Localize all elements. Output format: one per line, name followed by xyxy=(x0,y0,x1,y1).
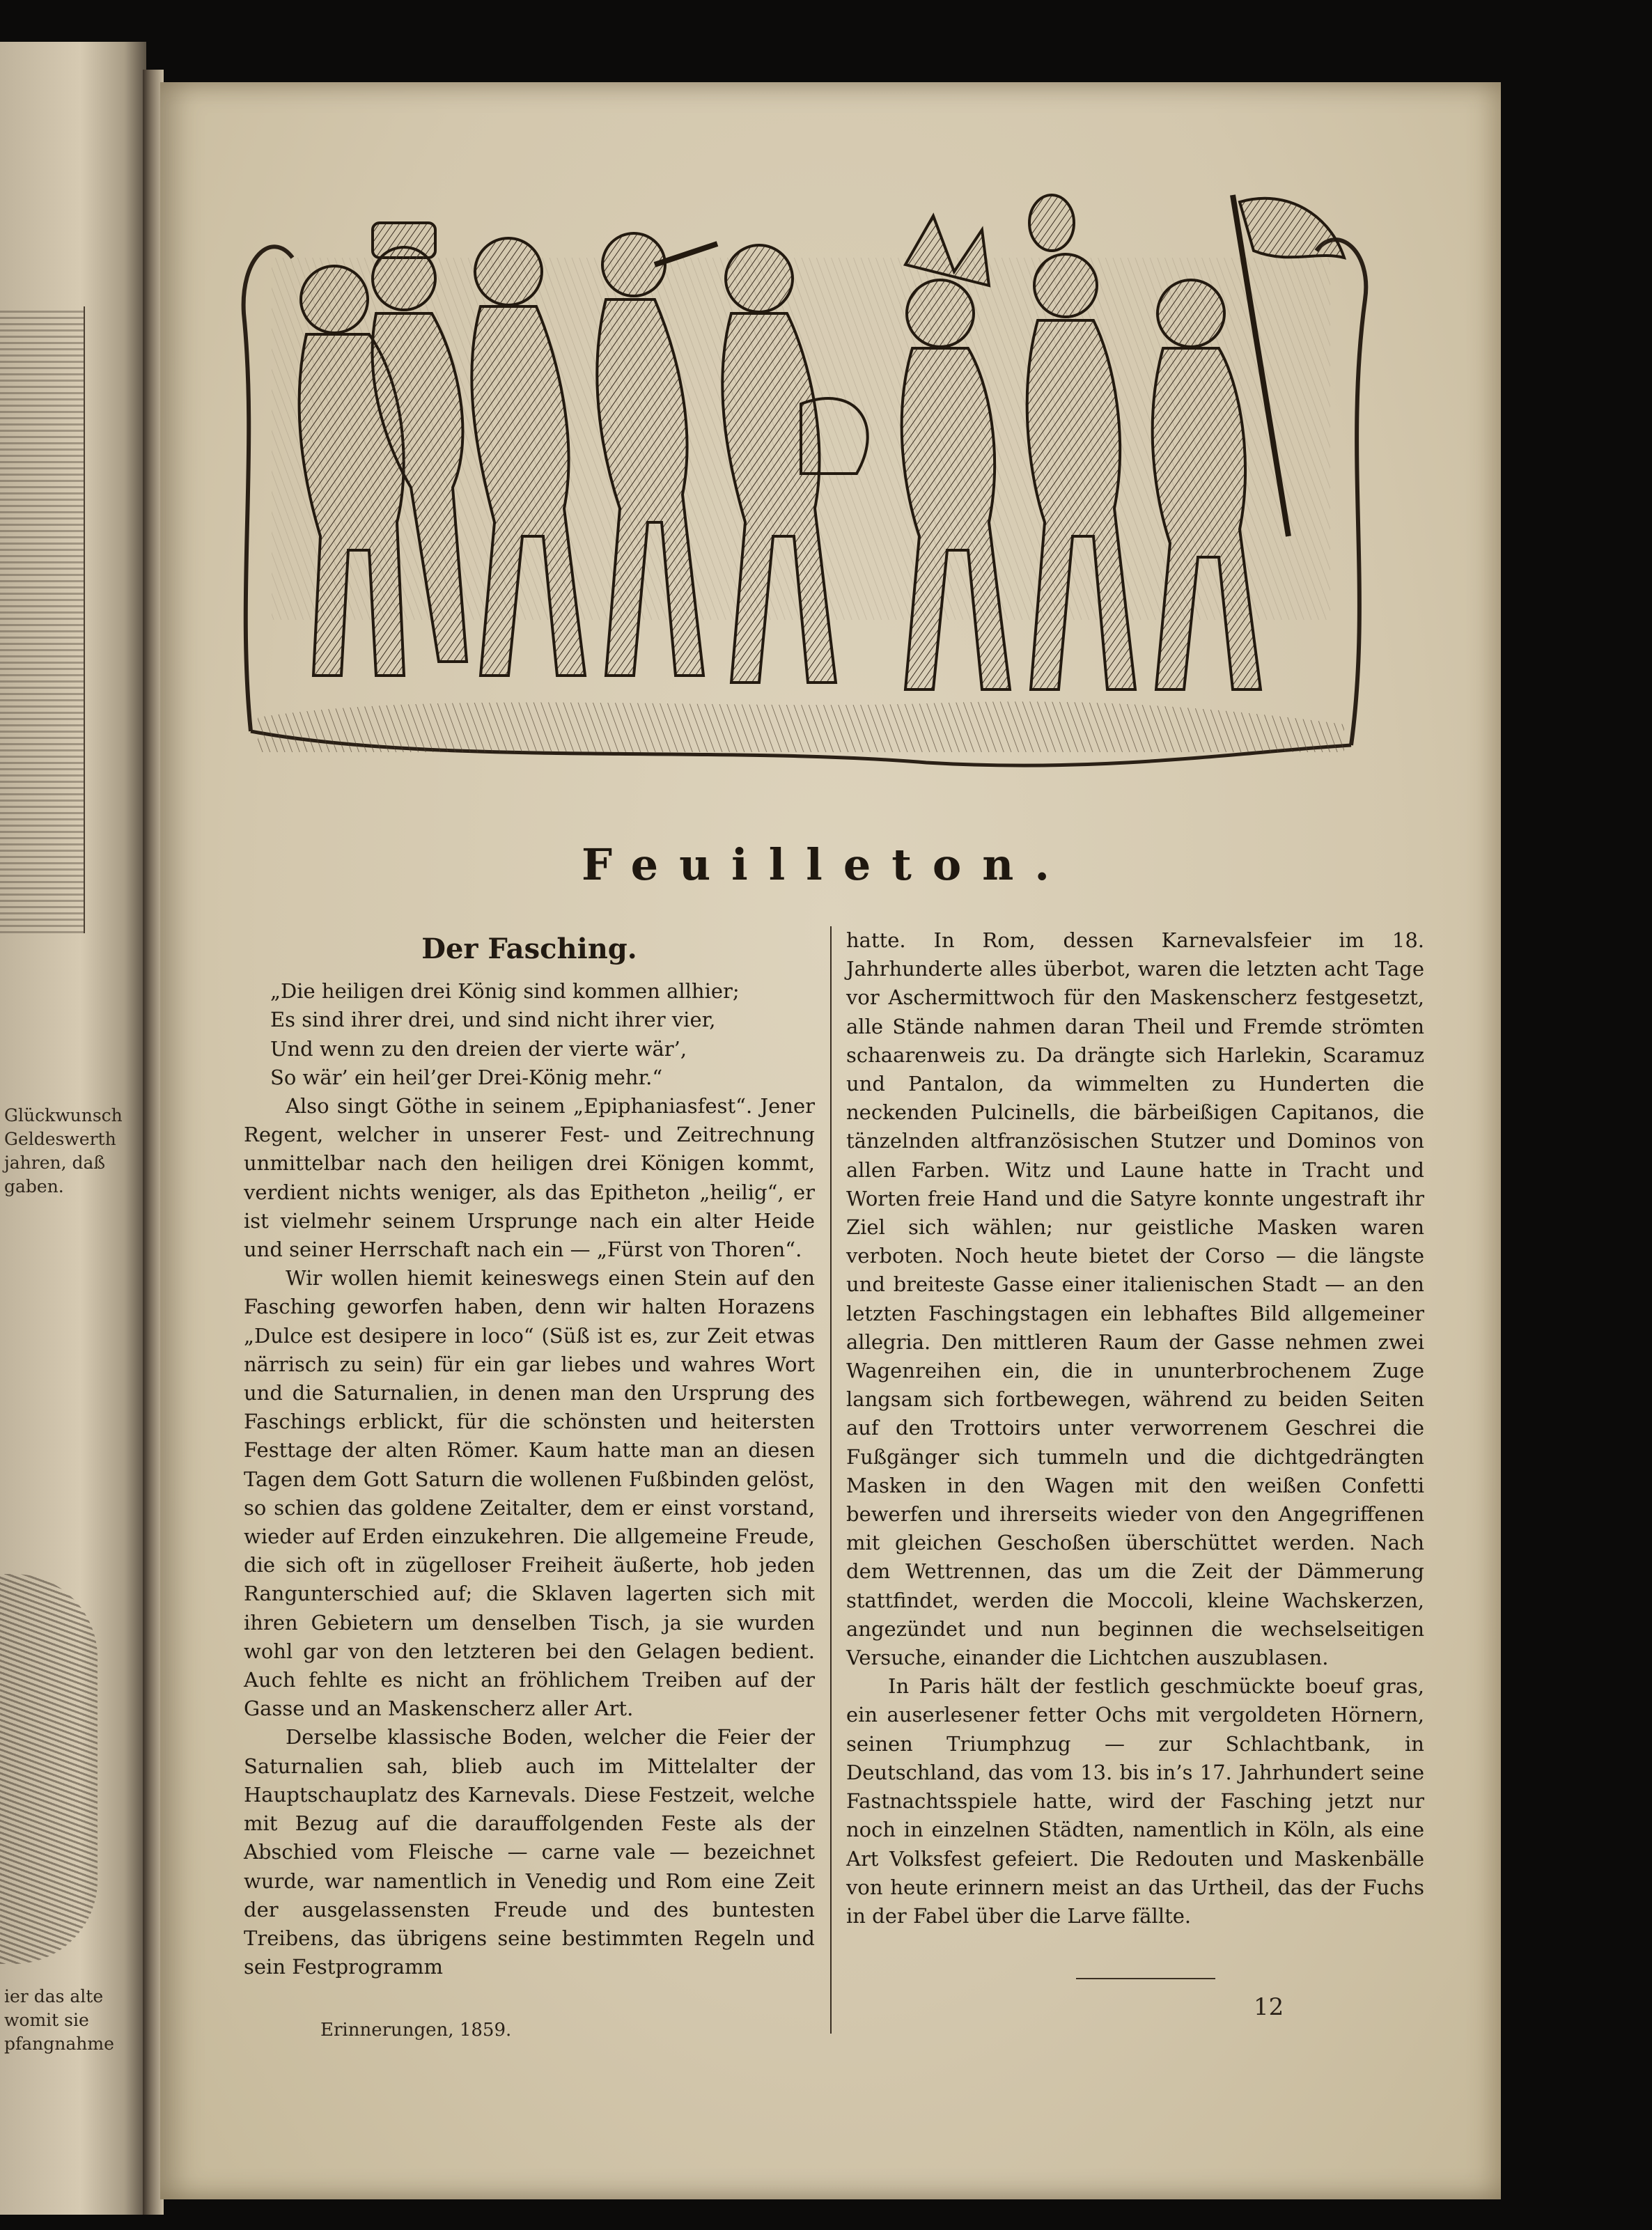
left-fragment-3: jahren, daß xyxy=(4,1153,106,1173)
verse-line: „Die heiligen drei König sind kommen allhier; xyxy=(270,979,740,1004)
left-fragment-4: gaben. xyxy=(4,1176,64,1196)
source-note: Erinnerungen, 1859. xyxy=(320,2020,512,2041)
left-column xyxy=(244,919,815,1981)
left-fragment-7: pfangnahme xyxy=(4,2034,114,2054)
article-title: Der Fasching. xyxy=(421,933,637,965)
left-page-engraving-bottom xyxy=(0,1574,98,1964)
verse-line: Und wenn zu den dreien der vierte wär’, xyxy=(270,1036,687,1061)
footer-rule xyxy=(1076,1978,1215,1979)
dark-background-right xyxy=(1501,0,1652,2230)
feuilleton-heading: Feuilleton. xyxy=(582,839,1070,890)
right-column xyxy=(846,926,1424,1931)
left-fragment-6: womit sie xyxy=(4,2010,89,2030)
paragraph: hatte. In Rom, dessen Karnevalsfeier im 18. Jahrhunderte alles überbot, waren die letzten acht Tage vor Aschermittwoch für den Maskenscherz festgesetzt, alle Stände nahmen daran Theil und Fremde strömten schaarenweis zu. Da drängte sich Harlekin, Scaramuz und Pantalon, da wimmelten zu Hunderten die neckenden Pulcinells, die bärbeißigen Capitanos, die tänzelnden altfranzösischen Stutzer und Dominos von allen Farben. Witz und Laune hatte in Tracht und Worten freie Hand und die Satyre konnte ungestraft ihr Ziel sich wählen; nur geistliche Masken waren verboten. Noch heute bietet der Corso — die längste und breiteste Gasse einer italienischen Stadt — an den letzten Faschingstagen ein lebhaftes Bild allgemeiner allegria. Den mittleren Raum der Gasse nehmen zwei Wagenreihen ein, die in ununterbrochenem Zuge langsam sich fortbewegen, während zu beiden Seiten auf den Trottoirs unter verworrenem Geschrei die Fußgänger sich tummeln und die dichtgedrängten Masken in den Wagen mit den weißen Confetti bewerfen und ihrerseits wieder von den Angegriffenen mit gleichen Geschoßen überschüttet werden. Nach dem Wettrennen, das um die Zeit der Dämmerung stattfindet, werden die Moccoli, kleine Wachskerzen, angezündet und nun beginnen die wechselseitigen Versuche, einander die Lichtchen auszublasen. xyxy=(846,928,1424,1670)
carnival-engraving xyxy=(230,174,1386,780)
paragraph: Wir wollen hiemit keineswegs einen Stein auf den Fasching geworfen haben, denn wir halten Horazens „Dulce est desipere in loco“ (Süß ist es, zur Zeit etwas närrisch zu sein) für ein gar liebes und wahres Wort und die Saturnalien, in denen man den Ursprung des Faschings erblickt, für die schönsten und heitersten Festtage der alten Römer. Kaum hatte man an diesen Tagen dem Gott Saturn die wollenen Fußbinden gelöst, so schien das goldene Zeitalter, dem er einst vorstand, wieder auf Erden einzukehren. Die allgemeine Freude, die sich oft in zügelloser Freiheit äußerte, hob jeden Rangunterschied auf; die Sklaven lagerten sich mit ihren Gebietern um denselben Tisch, ja sie wurden wohl gar von den letzteren bei den Gelagen bedient. Auch fehlte es nicht an fröhlichem Treiben auf der Gasse und an Maskenscherz aller Art. xyxy=(244,1266,815,1721)
verse-line: So wär’ ein heil’ger Drei-König mehr.“ xyxy=(270,1065,663,1089)
left-fragment-5: ier das alte xyxy=(4,1986,104,2006)
left-page-edge xyxy=(0,42,146,2215)
page-number: 12 xyxy=(1254,1993,1284,2021)
verse-block xyxy=(270,977,815,1092)
left-fragment-2: Geldeswerth xyxy=(4,1129,116,1149)
paragraph: In Paris hält der festlich geschmückte boeuf gras, ein auserlesener fetter Ochs mit vergoldeten Hörnern, seinen Triumphzug — zur Schlachtbank, in Deutschland, das vom 13. bis in’s 17. Jahrhundert seine Fastnachtsspiele hatte, wird der Fasching jetzt nur noch in einzelnen Städten, namentlich in Köln, als eine Art Volksfest gefeiert. Die Redouten und Maskenbälle von heute erinnern meist an das Urtheil, das der Fuchs in der Fabel über die Larve fällte. xyxy=(846,1674,1424,1928)
paragraph: Also singt Göthe in seinem „Epiphaniasfest“. Jener Regent, welcher in unserer Fest- und Zeitrechnung unmittelbar nach den heiligen drei Königen kommt, verdient nichts weniger, als das Epitheton „heilig“, er ist vielmehr seinem Ursprunge nach ein alter Heide und seiner Herrschaft nach ein — „Fürst von Thoren“. xyxy=(244,1094,815,1262)
verse-line: Es sind ihrer drei, und sind nicht ihrer vier, xyxy=(270,1008,716,1032)
column-divider xyxy=(830,926,832,2034)
left-fragment-1: Glückwunsch xyxy=(4,1105,123,1125)
paragraph: Derselbe klassische Boden, welcher die Feier der Saturnalien sah, blieb auch im Mittelalter der Hauptschauplatz des Karnevals. Diese Festzeit, welche mit Bezug auf die darauffolgenden Feste als der Abschied vom Fleische — carne vale — bezeichnet wurde, war namentlich in Venedig und Rom eine Zeit der ausgelassensten Freude und des buntesten Treibens, das übrigens seine bestimmten Regeln und sein Festprogramm xyxy=(244,1725,815,1979)
